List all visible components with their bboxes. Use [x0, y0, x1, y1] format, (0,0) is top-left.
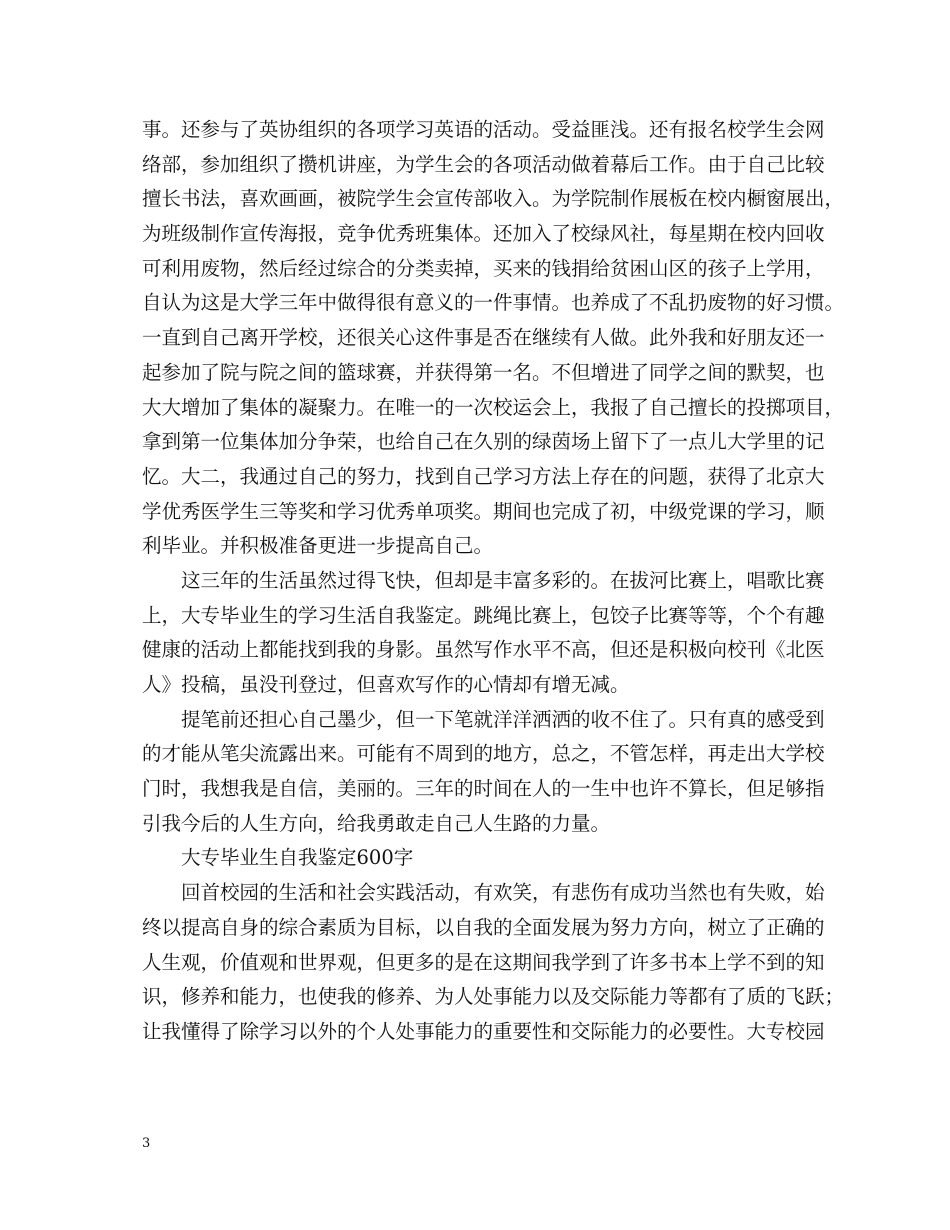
text-line: 自认为这是大学三年中做得很有意义的一件事情。也养成了不乱扔废物的好习惯。: [142, 291, 845, 315]
text-line: 一直到自己离开学校，还很关心这件事是否在继续有人做。此外我和好朋友还一: [142, 326, 825, 350]
text-line: 可利用废物，然后经过综合的分类卖掉，买来的钱捐给贫困山区的孩子上学用，: [142, 256, 825, 280]
text-line: 上，大专毕业生的学习生活自我鉴定。跳绳比赛上，包饺子比赛等等，个个有趣: [142, 603, 825, 627]
page-number: 3: [142, 1136, 151, 1151]
text-line: 的才能从笔尖流露出来。可能有不周到的地方，总之，不管怎样，再走出大学校: [142, 742, 825, 766]
section-heading: 大专毕业生自我鉴定600字: [181, 846, 414, 870]
text-line: 擅长书法，喜欢画画，被院学生会宣传部收入。为学院制作展板在校内橱窗展出，: [142, 187, 845, 211]
text-line: 引我今后的人生方向，给我勇敢走自己人生路的力量。: [142, 811, 611, 835]
paragraph-first-line: 回首校园的生活和社会实践活动，有欢笑，有悲伤有成功当然也有失败，始: [181, 881, 825, 905]
text-line: 利毕业。并积极准备更进一步提高自己。: [142, 534, 494, 558]
text-line: 络部，参加组织了攒机讲座，为学生会的各项活动做着幕后工作。由于自己比较: [142, 152, 825, 176]
text-line: 人生观，价值观和世界观，但更多的是在这期间我学到了许多书本上学不到的知: [142, 950, 825, 974]
text-line: 人》投稿，虽没刊登过，但喜欢写作的心情却有增无减。: [142, 673, 630, 696]
text-line: 大大增加了集体的凝聚力。在唯一的一次校运会上，我报了自己擅长的投掷项目，: [142, 395, 845, 419]
paragraph-first-line: 提笔前还担心自己墨少，但一下笔就洋洋洒洒的收不住了。只有真的感受到: [181, 707, 825, 731]
text-line: 为班级制作宣传海报，竞争优秀班集体。还加入了校绿风社，每星期在校内回收: [142, 222, 825, 246]
text-line: 学优秀医学生三等奖和学习优秀单项奖。期间也完成了初，中级党课的学习，顺: [142, 499, 825, 523]
text-line: 忆。大二，我通过自己的努力，找到自己学习方法上存在的问题，获得了北京大: [142, 464, 825, 488]
text-line: 门时，我想我是自信，美丽的。三年的时间在人的一生中也许不算长，但足够指: [142, 777, 825, 801]
body-text: [142, 113, 845, 1050]
text-line: 拿到第一位集体加分争荣，也给自己在久别的绿茵场上留下了一点儿大学里的记: [142, 430, 825, 454]
text-line: 让我懂得了除学习以外的个人处事能力的重要性和交际能力的必要性。大专校园: [142, 1019, 825, 1043]
text-line: 事。还参与了英协组织的各项学习英语的活动。受益匪浅。还有报名校学生会网: [142, 118, 825, 141]
text-line: 起参加了院与院之间的篮球赛，并获得第一名。不但增进了同学之间的默契，也: [142, 360, 825, 384]
text-line: 健康的活动上都能找到我的身影。虽然写作水平不高，但还是积极向校刊《北医: [142, 638, 825, 662]
text-line: 终以提高自身的综合素质为目标，以自我的全面发展为努力方向，树立了正确的: [142, 915, 825, 939]
text-line: 识，修养和能力，也使我的修养、为人处事能力以及交际能力等都有了质的飞跃；: [142, 985, 845, 1009]
paragraph-first-line: 这三年的生活虽然过得飞快，但却是丰富多彩的。在拔河比赛上，唱歌比赛: [181, 568, 825, 592]
